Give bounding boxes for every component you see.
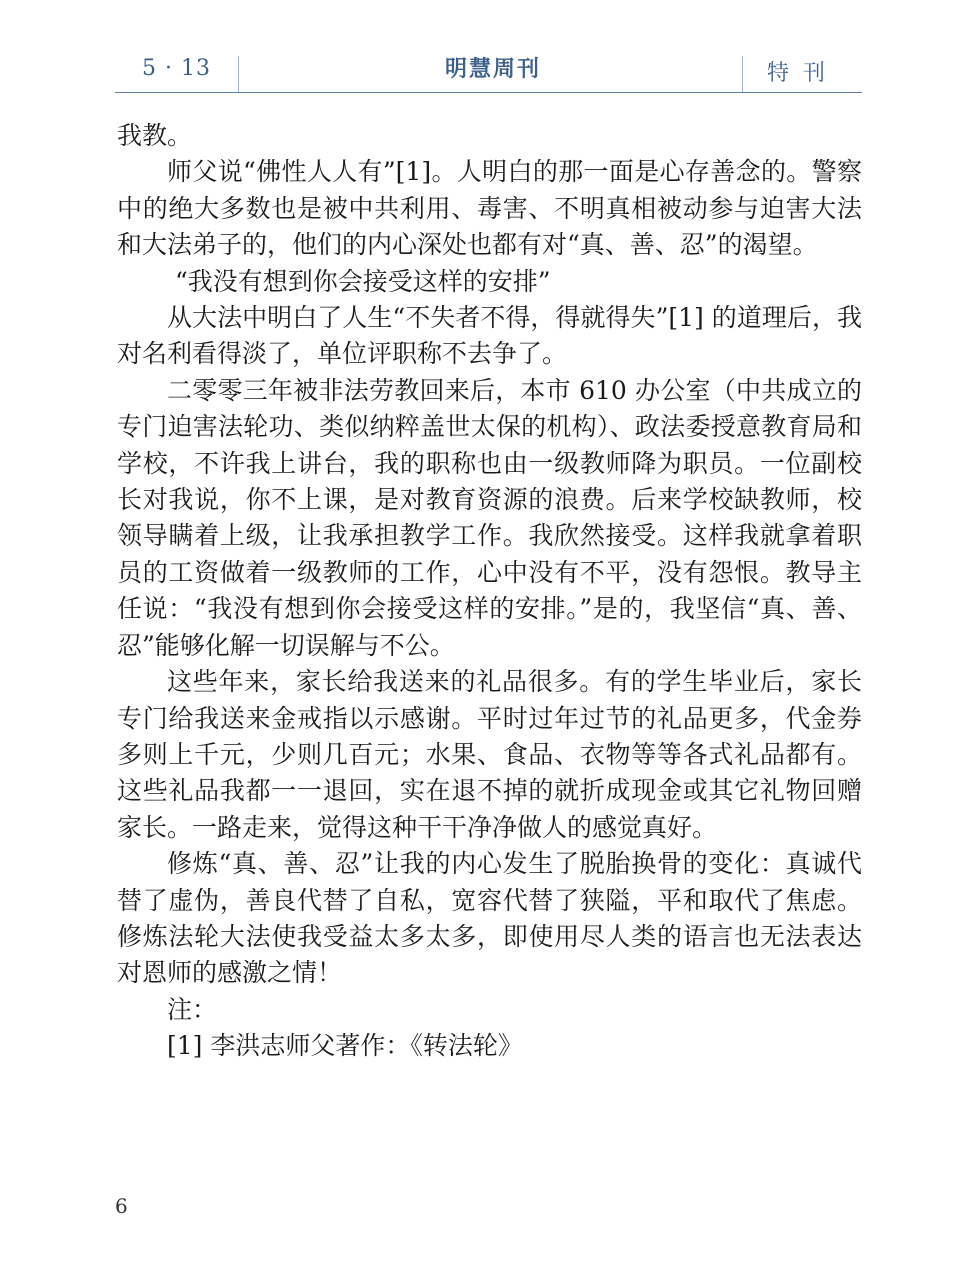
publication-title: 明慧周刊 — [445, 57, 542, 82]
issue-date: 5 · 13 — [142, 56, 211, 81]
paragraph: 这些年来，家长给我送来的礼品很多。有的学生毕业后，家长专门给我送来金戒指以示感谢。平时过年过节的礼品更多，代金券多则上千元，少则几百元；水果、食品、衣物等等各式礼品都有。这些礼品我都一一退回，实在退不掉的就折成现金或其它礼物回赠家长。一路走来，觉得这种干干净净做人的感觉真好。 — [117, 667, 862, 842]
article-body — [117, 118, 862, 1065]
paragraph: 我教。 — [117, 121, 193, 150]
paragraph: 从大法中明白了人生“不失者不得，得就得失”[1] 的道理后，我对名利看得淡了，单位评职称不去争了。 — [117, 303, 862, 369]
notes-heading: 注： — [167, 994, 218, 1024]
section-heading: “我没有想到你会接受这样的安排” — [175, 266, 551, 296]
header-divider — [742, 56, 743, 92]
page-number: 6 — [115, 1194, 128, 1218]
paragraph: 师父说“佛性人人有”[1]。人明白的那一面是心存善念的。警察中的绝大多数也是被中共利用、毒害、不明真相被动参与迫害大法和大法弟子的，他们的内心深处也都有对“真、善、忍”的渴望。 — [117, 157, 862, 260]
paragraph: 修炼“真、善、忍”让我的内心发生了脱胎换骨的变化：真诚代替了虚伪，善良代替了自私，宽容代替了狭隘，平和取代了焦虑。修炼法轮大法使我受益太多太多，即使用尽人类的语言也无法表达对恩师的感激之情！ — [117, 849, 862, 988]
special-issue-label: 特刊 — [767, 61, 840, 86]
page-header — [115, 48, 862, 93]
header-divider — [238, 56, 239, 92]
footnote: [1] 李洪志师父著作：《转法轮》 — [167, 1031, 523, 1061]
paragraph: 二零零三年被非法劳教回来后，本市 610 办公室（中共成立的专门迫害法轮功、类似纳粹盖世太保的机构）、政法委授意教育局和学校，不许我上讲台，我的职称也由一级教师降为职员。一位副校长对我说，你不上课，是对教育资源的浪费。后来学校缺教师，校领导瞒着上级，让我承担教学工作。我欣然接受。这样我就拿着职员的工资做着一级教师的工作，心中没有不平，没有怨恨。教导主任说：“我没有想到你会接受这样的安排。”是的，我坚信“真、善、忍”能够化解一切误解与不公。 — [117, 375, 862, 660]
